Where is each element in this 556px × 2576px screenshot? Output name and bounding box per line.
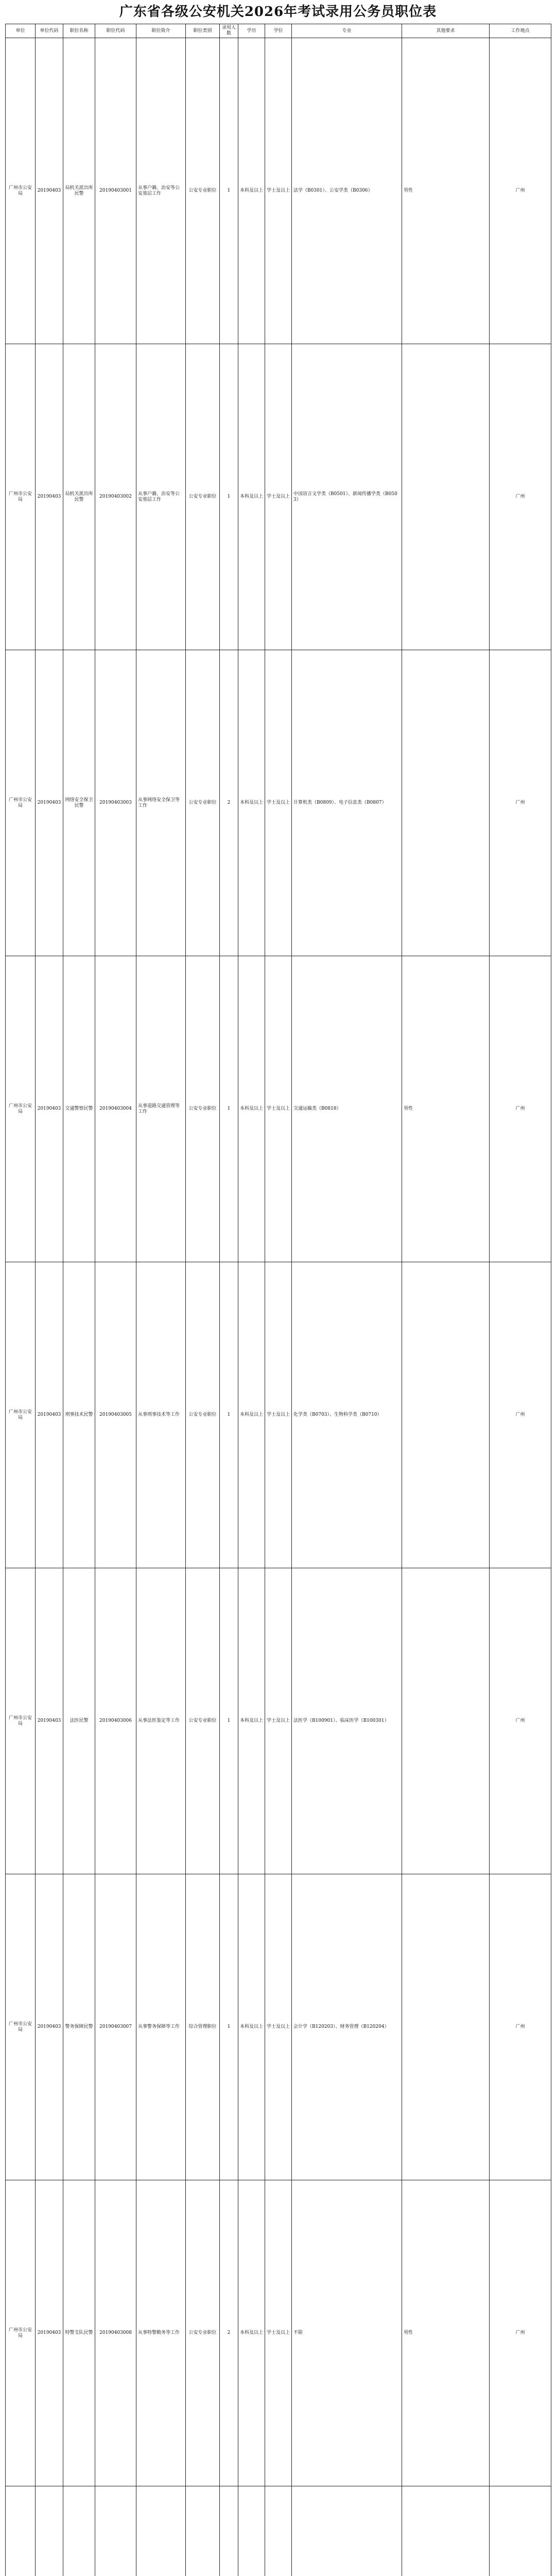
unit-code-cell: 20190403 bbox=[36, 344, 63, 650]
position-code-cell: 20190403002 bbox=[95, 344, 136, 650]
position-code-cell: 20190403004 bbox=[95, 956, 136, 1262]
count-cell: 1 bbox=[220, 1568, 238, 1874]
location-cell: 广州 bbox=[490, 650, 551, 956]
education-cell bbox=[238, 2486, 265, 2576]
other-requirements-cell: 男性 bbox=[402, 956, 490, 1262]
education-cell: 本科及以上 bbox=[238, 2180, 265, 2486]
location-cell: 广州 bbox=[490, 2180, 551, 2486]
other-requirements-cell bbox=[402, 1568, 490, 1874]
location-cell: 广州 bbox=[490, 1262, 551, 1568]
count-cell: 1 bbox=[220, 956, 238, 1262]
column-header: 单位 bbox=[6, 24, 36, 38]
location-cell: 广州 bbox=[490, 38, 551, 344]
unit-cell bbox=[6, 2486, 36, 2576]
unit-code-cell: 20190403 bbox=[36, 1568, 63, 1874]
position-cell: 交通警察民警 bbox=[63, 956, 95, 1262]
category-cell: 综合管理职位 bbox=[186, 1874, 220, 2180]
major-cell: 化学类（B0703）、生物科学类（B0710） bbox=[292, 1262, 402, 1568]
position-cell: 警务保障民警 bbox=[63, 1874, 95, 2180]
description-cell: 从事户籍、治安等公安基层工作 bbox=[136, 344, 186, 650]
other-requirements-cell bbox=[402, 1874, 490, 2180]
unit-cell: 广州市公安局 bbox=[6, 1568, 36, 1874]
unit-code-cell: 20190403 bbox=[36, 1262, 63, 1568]
position-code-cell: 20190403006 bbox=[95, 1568, 136, 1874]
major-cell: 会计学（B120203）、财务管理（B120204） bbox=[292, 1874, 402, 2180]
description-cell: 从事警务保障等工作 bbox=[136, 1874, 186, 2180]
table-row bbox=[6, 1568, 551, 1874]
table-row bbox=[6, 2180, 551, 2486]
column-header: 职位名称 bbox=[63, 24, 95, 38]
unit-code-cell: 20190403 bbox=[36, 650, 63, 956]
count-cell: 1 bbox=[220, 1262, 238, 1568]
position-code-cell: 20190403007 bbox=[95, 1874, 136, 2180]
unit-cell: 广州市公安局 bbox=[6, 344, 36, 650]
category-cell: 公安专业职位 bbox=[186, 38, 220, 344]
education-cell: 本科及以上 bbox=[238, 956, 265, 1262]
education-cell: 本科及以上 bbox=[238, 344, 265, 650]
description-cell: 从事特警勤务等工作 bbox=[136, 2180, 186, 2486]
count-cell: 2 bbox=[220, 2180, 238, 2486]
category-cell: 公安专业职位 bbox=[186, 1568, 220, 1874]
education-cell: 本科及以上 bbox=[238, 1874, 265, 2180]
major-cell: 法医学（B100901）、临床医学（B100301） bbox=[292, 1568, 402, 1874]
column-header: 工作地点 bbox=[490, 24, 551, 38]
description-cell: 从事刑事技术等工作 bbox=[136, 1262, 186, 1568]
major-cell: 不限 bbox=[292, 2180, 402, 2486]
table-row bbox=[6, 1262, 551, 1568]
column-header: 录用人数 bbox=[220, 24, 238, 38]
positions-table bbox=[5, 24, 551, 2576]
education-cell: 本科及以上 bbox=[238, 1262, 265, 1568]
table-row bbox=[6, 344, 551, 650]
category-cell bbox=[186, 2486, 220, 2576]
column-header: 专业 bbox=[292, 24, 402, 38]
position-code-cell bbox=[95, 2486, 136, 2576]
column-header: 其他要求 bbox=[402, 24, 490, 38]
degree-cell: 学士及以上 bbox=[265, 1874, 292, 2180]
location-cell: 广州 bbox=[490, 956, 551, 1262]
position-code-cell: 20190403005 bbox=[95, 1262, 136, 1568]
degree-cell: 学士及以上 bbox=[265, 956, 292, 1262]
unit-cell: 广州市公安局 bbox=[6, 2180, 36, 2486]
column-header: 单位代码 bbox=[36, 24, 63, 38]
count-cell: 1 bbox=[220, 344, 238, 650]
location-cell: 广州 bbox=[490, 1568, 551, 1874]
description-cell: 从事法医鉴定等工作 bbox=[136, 1568, 186, 1874]
unit-code-cell: 20190403 bbox=[36, 38, 63, 344]
other-requirements-cell bbox=[402, 2486, 490, 2576]
position-cell: 局机关派出所民警 bbox=[63, 344, 95, 650]
major-cell: 法学（B0301）、公安学类（B0306） bbox=[292, 38, 402, 344]
category-cell: 公安专业职位 bbox=[186, 2180, 220, 2486]
degree-cell: 学士及以上 bbox=[265, 1568, 292, 1874]
table-row bbox=[6, 2486, 551, 2576]
education-cell: 本科及以上 bbox=[238, 1568, 265, 1874]
column-header: 职位代码 bbox=[95, 24, 136, 38]
location-cell: 广州 bbox=[490, 1874, 551, 2180]
major-cell bbox=[292, 2486, 402, 2576]
education-cell: 本科及以上 bbox=[238, 38, 265, 344]
other-requirements-cell bbox=[402, 1262, 490, 1568]
table-row bbox=[6, 650, 551, 956]
description-cell: 从事户籍、治安等公安基层工作 bbox=[136, 38, 186, 344]
category-cell: 公安专业职位 bbox=[186, 344, 220, 650]
position-cell: 局机关派出所民警 bbox=[63, 38, 95, 344]
position-code-cell: 20190403001 bbox=[95, 38, 136, 344]
education-cell: 本科及以上 bbox=[238, 650, 265, 956]
degree-cell bbox=[265, 2486, 292, 2576]
unit-code-cell bbox=[36, 2486, 63, 2576]
unit-cell: 广州市公安局 bbox=[6, 38, 36, 344]
table-body bbox=[6, 38, 551, 2576]
degree-cell: 学士及以上 bbox=[265, 38, 292, 344]
position-cell: 网络安全保卫民警 bbox=[63, 650, 95, 956]
table-row bbox=[6, 956, 551, 1262]
description-cell: 从事道路交通管理等工作 bbox=[136, 956, 186, 1262]
location-cell bbox=[490, 2486, 551, 2576]
category-cell: 公安专业职位 bbox=[186, 650, 220, 956]
unit-cell: 广州市公安局 bbox=[6, 1262, 36, 1568]
description-cell: 从事网络安全保卫等工作 bbox=[136, 650, 186, 956]
count-cell: 2 bbox=[220, 650, 238, 956]
category-cell: 公安专业职位 bbox=[186, 956, 220, 1262]
count-cell: 1 bbox=[220, 1874, 238, 2180]
other-requirements-cell: 男性 bbox=[402, 2180, 490, 2486]
unit-code-cell: 20190403 bbox=[36, 1874, 63, 2180]
unit-cell: 广州市公安局 bbox=[6, 1874, 36, 2180]
degree-cell: 学士及以上 bbox=[265, 344, 292, 650]
unit-cell: 广州市公安局 bbox=[6, 956, 36, 1262]
description-cell bbox=[136, 2486, 186, 2576]
category-cell: 公安专业职位 bbox=[186, 1262, 220, 1568]
degree-cell: 学士及以上 bbox=[265, 2180, 292, 2486]
position-code-cell: 20190403003 bbox=[95, 650, 136, 956]
table-row bbox=[6, 1874, 551, 2180]
count-cell: 1 bbox=[220, 38, 238, 344]
major-cell: 交通运输类（B0818） bbox=[292, 956, 402, 1262]
table-header-row bbox=[6, 24, 551, 38]
document-title: 广东省各级公安机关2026年考试录用公务员职位表 bbox=[119, 4, 437, 20]
position-cell: 刑事技术民警 bbox=[63, 1262, 95, 1568]
position-cell bbox=[63, 2486, 95, 2576]
major-cell: 计算机类（B0809）、电子信息类（B0807） bbox=[292, 650, 402, 956]
count-cell bbox=[220, 2486, 238, 2576]
other-requirements-cell bbox=[402, 650, 490, 956]
other-requirements-cell bbox=[402, 344, 490, 650]
column-header: 学位 bbox=[265, 24, 292, 38]
unit-cell: 广州市公安局 bbox=[6, 650, 36, 956]
major-cell: 中国语言文学类（B0501）、新闻传播学类（B0503） bbox=[292, 344, 402, 650]
column-header: 职位类别 bbox=[186, 24, 220, 38]
column-header: 学历 bbox=[238, 24, 265, 38]
degree-cell: 学士及以上 bbox=[265, 650, 292, 956]
location-cell: 广州 bbox=[490, 344, 551, 650]
other-requirements-cell: 男性 bbox=[402, 38, 490, 344]
position-code-cell: 20190403008 bbox=[95, 2180, 136, 2486]
unit-code-cell: 20190403 bbox=[36, 2180, 63, 2486]
table-row bbox=[6, 38, 551, 344]
unit-code-cell: 20190403 bbox=[36, 956, 63, 1262]
degree-cell: 学士及以上 bbox=[265, 1262, 292, 1568]
position-cell: 法医民警 bbox=[63, 1568, 95, 1874]
column-header: 职位简介 bbox=[136, 24, 186, 38]
position-cell: 特警支队民警 bbox=[63, 2180, 95, 2486]
